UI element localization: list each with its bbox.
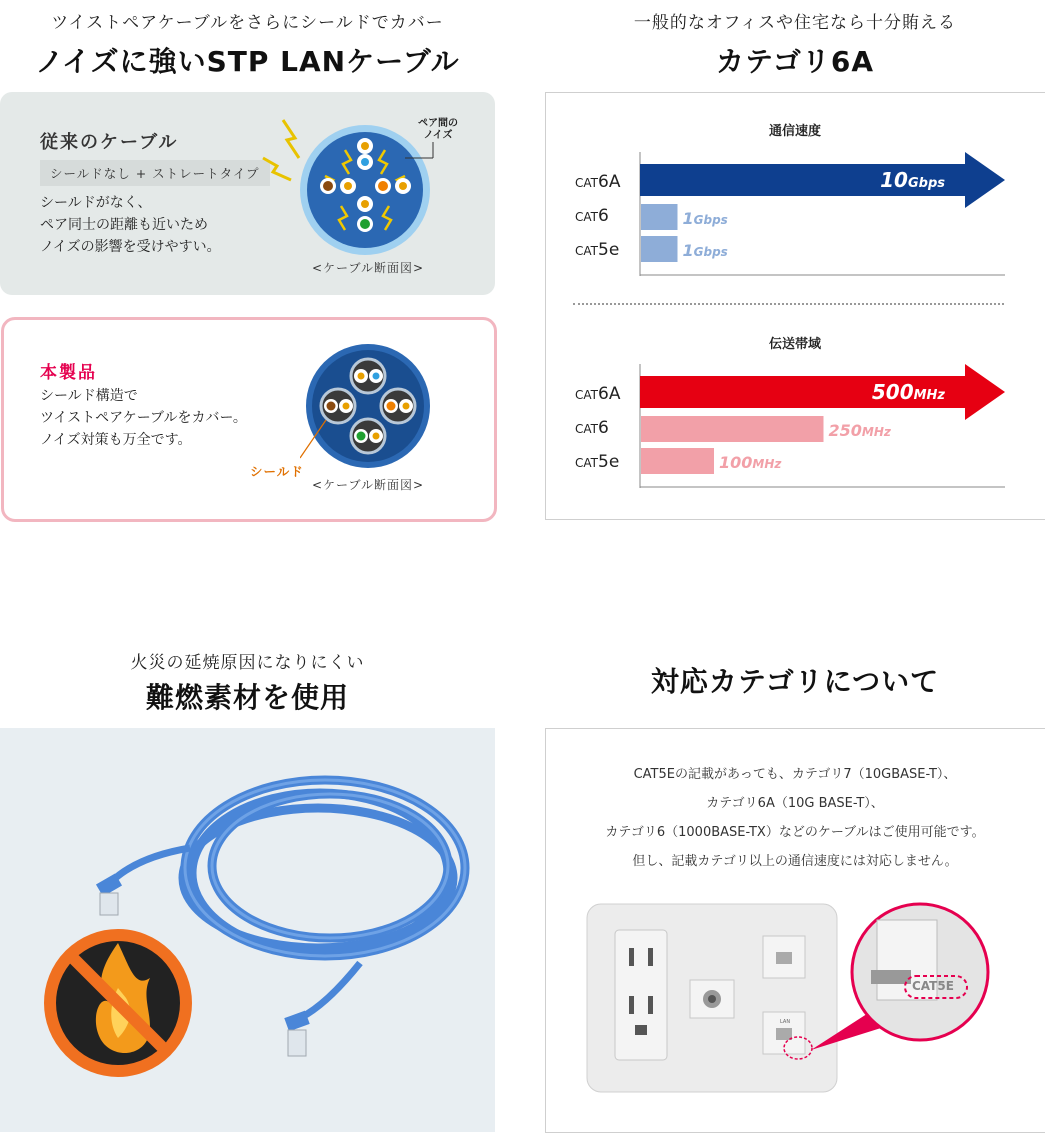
band-chart-title: 伝送帯域 — [768, 337, 821, 352]
band-bar-chart — [545, 362, 1044, 492]
conventional-heading: 従来のケーブル — [40, 132, 179, 153]
product-caption: <ケーブル断面図> — [312, 478, 425, 492]
cat-suffix: 6 — [598, 418, 609, 438]
chart-divider — [573, 303, 1004, 305]
cat-suffix: 5e — [598, 240, 620, 260]
band-bar — [641, 448, 714, 474]
conventional-caption: <ケーブル断面図> — [312, 261, 425, 275]
speed-data-label: 10Gbps — [880, 168, 945, 192]
cat-prefix: CAT — [575, 176, 598, 190]
product-cable-cross-section — [300, 340, 440, 470]
shield-label: シールド — [250, 464, 304, 479]
sec3-subtitle: 火災の延焼原因になりにくい — [130, 653, 365, 673]
sec2-title: カテゴリ6A — [715, 45, 875, 78]
category-note — [545, 760, 1045, 876]
product-desc-line: シールド構造で — [40, 388, 138, 404]
note-line: カテゴリ6（1000BASE-TX）などのケーブルはご使用可能です。 — [605, 825, 985, 840]
product-desc-line: ノイズ対策も万全です。 — [40, 432, 192, 448]
speed-bar — [641, 204, 678, 230]
conventional-desc-line: ノイズの影響を受けやすい。 — [40, 239, 221, 255]
conventional-tag: シールドなし + ストレートタイプ — [40, 160, 270, 186]
sec1-title: ノイズに強いSTP LANケーブル — [35, 45, 460, 78]
speed-bar — [640, 152, 1005, 208]
note-line: カテゴリ6A（10G BASE-T）、 — [706, 796, 884, 811]
noise-label — [418, 118, 458, 142]
band-data-label: 500MHz — [871, 380, 945, 404]
band-bar — [641, 416, 824, 442]
note-line: CAT5Eの記載があっても、カテゴリ7（10GBASE-T）、 — [633, 767, 957, 782]
sec4-title: 対応カテゴリについて — [650, 665, 940, 698]
cat-suffix: 5e — [598, 452, 620, 472]
band-bar — [640, 364, 1005, 420]
note-line: 但し、記載カテゴリ以上の通信速度には対応しません。 — [632, 854, 958, 869]
jack-label: LAN — [780, 1019, 791, 1025]
cat-suffix: 6A — [598, 172, 621, 192]
conventional-desc-line: ペア同士の距離も近いため — [40, 217, 208, 233]
speed-chart-title: 通信速度 — [768, 124, 821, 139]
noise-lightning-icon — [263, 120, 299, 180]
cat-suffix: 6 — [598, 206, 609, 226]
speed-data-label: 1Gbps — [682, 241, 728, 260]
cat-prefix: CAT — [575, 388, 598, 402]
sec1-subtitle: ツイストペアケーブルをさらにシールドでカバー — [51, 13, 444, 33]
cat-prefix: CAT — [575, 244, 598, 258]
cat-prefix: CAT — [575, 210, 598, 224]
lan-cable-illustration — [0, 728, 495, 1132]
wall-plate-illustration — [585, 900, 1005, 1095]
speed-bar-chart — [545, 150, 1044, 280]
cat-suffix: 6A — [598, 384, 621, 404]
speed-data-label: 1Gbps — [682, 209, 728, 228]
band-data-label: 100MHz — [719, 453, 782, 472]
noise-label-line: ノイズ — [423, 130, 453, 141]
cat-prefix: CAT — [575, 456, 598, 470]
noise-label-line: ペア間の — [418, 118, 458, 129]
product-desc — [40, 385, 247, 451]
sec3-title: 難燃素材を使用 — [145, 681, 349, 714]
product-heading: 本製品 — [40, 363, 97, 383]
speed-bar — [641, 236, 678, 262]
conventional-desc-line: シールドがなく、 — [40, 195, 152, 211]
zoom-cat5e-label: CAT5E — [912, 979, 954, 993]
cat-prefix: CAT — [575, 422, 598, 436]
product-desc-line: ツイストペアケーブルをカバー。 — [40, 410, 247, 426]
sec2-subtitle: 一般的なオフィスや住宅なら十分賄える — [633, 13, 957, 33]
no-fire-icon — [46, 931, 190, 1075]
conventional-desc — [40, 192, 221, 258]
band-data-label: 250MHz — [828, 421, 891, 440]
